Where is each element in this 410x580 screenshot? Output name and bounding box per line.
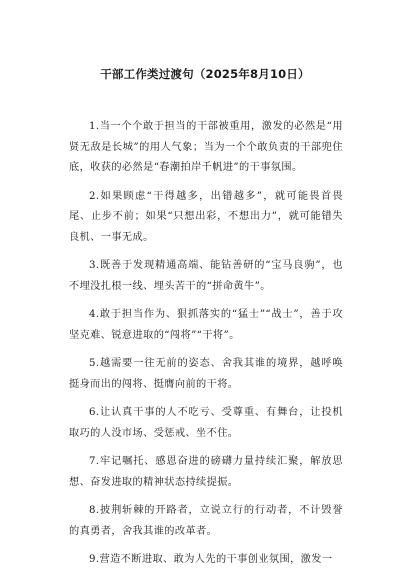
paragraph-4: 4.敢于担当作为、狠抓落实的“猛士”“战士”，善于攻坚克难、锐意进取的“闯将”“干将”。 xyxy=(69,309,343,341)
paragraph-1: 1.当一个个敢于担当的干部被重用，激发的必然是“用贤无敌是长城”的用人气象；当为一个个敢负责的干部兜住底，收获的必然是“春潮拍岸千帆进”的干事氛围。 xyxy=(69,121,343,173)
paragraph-5: 5.越需要一往无前的姿态、舍我其谁的境界，越呼唤挺身而出的闯将、挺膺向前的干将。 xyxy=(69,358,343,390)
paragraph-9: 9.营造不断进取、敢为人先的干事创业氛围，激发一 xyxy=(89,554,333,565)
paragraph-2: 2.如果顾虑“干得越多，出错越多”，就可能畏首畏尾、止步不前；如果“只想出彩，不想出力”，就可能错失良机、一事无成。 xyxy=(69,190,343,243)
document-title: 干部工作类过渡句（2025年8月10日） xyxy=(100,67,310,81)
paragraph-7: 7.牢记嘱托、感恩奋进的磅礴力量持续汇聚，解放思想、奋发进取的精神状态持续提振。 xyxy=(69,456,343,488)
document-body xyxy=(69,117,343,579)
paragraph-6: 6.让认真干事的人不吃亏、受尊重、有舞台，让投机取巧的人没市场、受惩戒、坐不住。 xyxy=(69,407,343,439)
paragraph-8: 8.披荆斩棘的开路者，立说立行的行动者，不计毁誉的真勇者，舍我其谁的改革者。 xyxy=(69,505,343,537)
paragraph-3: 3.既善于发现精通高端、能钻善研的“宝马良驹”，也不埋没扎根一线、埋头苦干的“拼命黄牛”。 xyxy=(69,260,343,292)
